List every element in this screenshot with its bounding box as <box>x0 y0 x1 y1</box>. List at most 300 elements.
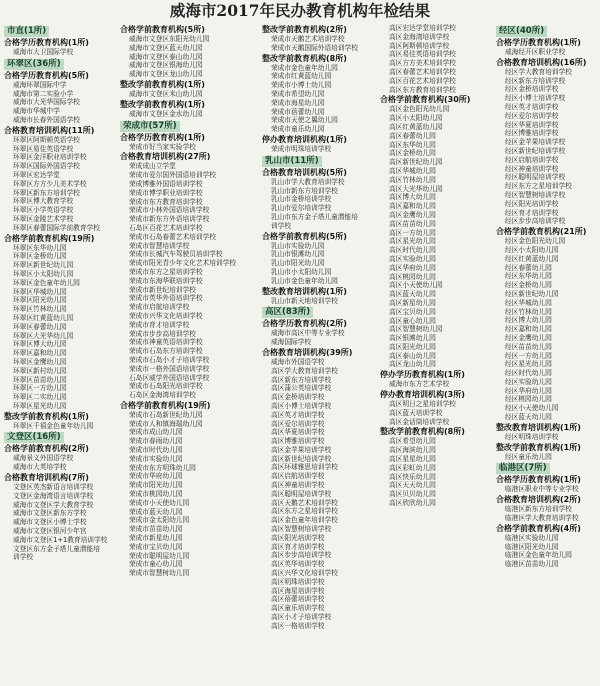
institution-item: 环翠区新世纪幼儿园 <box>13 261 74 270</box>
region-header: 乳山市(11所) <box>262 156 322 167</box>
institution-item: 经区时代幼儿园 <box>505 369 552 378</box>
institution-item: 高区东方教育培训学校 <box>389 85 456 94</box>
institution-item: 乳山市爱尔培训学校 <box>271 204 332 213</box>
institution-item: 高区华夏培训学校 <box>271 428 325 437</box>
institution-item: 高区金色阳光幼儿园 <box>389 105 450 114</box>
institution-item: 荣成市金色童年幼儿园 <box>271 63 338 72</box>
institution-item: 荣成市英华外语培训学校 <box>129 294 203 303</box>
institution-item: 荣成市时代幼儿园 <box>129 446 183 455</box>
institution-item: 威海市大卫国际学校 <box>13 48 74 56</box>
institution-item: 经区春蕾幼儿园 <box>505 263 552 272</box>
institution-item: 荣成市阳光青少年文化艺术培训学校 <box>129 259 236 268</box>
category-heading: 合格学前教育机构(19所) <box>4 233 95 243</box>
category-heading: 整改学前教育机构(1所) <box>120 79 205 89</box>
region-header: 经区(40所) <box>496 26 547 37</box>
region-header: 高区(83所) <box>262 307 313 318</box>
institution-item: 环翠区二实幼儿园 <box>13 393 67 402</box>
institution-item: 高区爱尔培训学校 <box>271 419 325 428</box>
institution-item: 环翠区小太阳幼儿园 <box>13 269 74 278</box>
institution-item: 高区宝贝幼儿园 <box>389 307 436 316</box>
category-heading: 合格学历教育机构(1所) <box>496 475 581 485</box>
institution-item: 乳山市实验幼儿园 <box>271 241 325 250</box>
category-heading: 合格教育培训机构(5所) <box>262 167 347 177</box>
institution-item: 荣成市童心幼儿园 <box>129 560 183 569</box>
institution-item: 高区阳光幼儿园 <box>389 342 436 351</box>
institution-item: 临港区金色童年幼儿园 <box>505 551 572 560</box>
institution-item: 高区小才子培训学校 <box>271 613 332 622</box>
institution-item: 高区春蕾幼儿园 <box>389 131 436 140</box>
category-heading: 合格学前教育机构(30所) <box>380 95 471 105</box>
institution-item: 临港区职业中等专业学校 <box>505 485 579 494</box>
region-header: 环翠区(36所) <box>4 59 64 70</box>
institution-item: 荣成市天鹅国际外语培训学校 <box>271 43 358 52</box>
institution-item: 荣成成山立学堂 <box>129 162 176 171</box>
category-heading: 停办教育培训机构(3所) <box>380 390 465 400</box>
institution-item: 荣成市新星幼儿园 <box>129 534 183 543</box>
institution-item: 荣成市宝贝幼儿园 <box>129 542 183 551</box>
institution-item: 高区童心幼儿园 <box>389 316 436 325</box>
institution-item: 威海市文登区1+1教育培训学校 <box>13 535 108 544</box>
institution-item: 乳山市学大教育培训学校 <box>271 177 345 186</box>
institution-item: 训学校 <box>271 221 292 230</box>
institution-item: 威海市文登区银海幼儿园 <box>129 61 203 70</box>
institution-item: 高区博雅培训学校 <box>271 437 325 446</box>
institution-item: 石岛区金海湾培训学校 <box>129 391 196 400</box>
institution-item: 高区一格培训学校 <box>271 621 325 630</box>
institution-item: 经区阳光培训学校 <box>505 199 559 208</box>
institution-item: 高区智慧树培训学校 <box>271 525 332 534</box>
institution-item: 临港区新东方培训学校 <box>505 505 572 514</box>
institution-item: 经区苗苗幼儿园 <box>505 342 552 351</box>
institution-item: 荣成市智慧树幼儿园 <box>129 569 190 578</box>
institution-item: 经区东方之星培训学校 <box>505 182 572 191</box>
institution-item: 环翠区苗苗幼儿园 <box>13 375 67 384</box>
institution-item: 经区华夏培训学校 <box>505 120 559 129</box>
category-heading: 合格教育培训机构(2所) <box>496 495 581 505</box>
institution-item: 环翠区春蕾国际学前教育学校 <box>13 223 100 232</box>
institution-item: 高区智慧树幼儿园 <box>389 325 443 334</box>
institution-item: 临港区学大教育培训学校 <box>505 514 579 523</box>
institution-item: 威海市东方艺术学校 <box>389 380 450 389</box>
institution-item: 环翠区新东方培训学校 <box>13 188 80 197</box>
institution-item: 荣成市桃园幼儿园 <box>129 490 183 499</box>
institution-item: 高区英华培训学校 <box>271 560 325 569</box>
institution-item: 高区金桥幼儿园 <box>389 149 436 158</box>
institution-item: 荣成市步步高培训学校 <box>129 329 196 338</box>
institution-item: 荣成市海星幼儿园 <box>271 98 325 107</box>
institution-item: 荣成博雅外国语培训学校 <box>129 179 203 188</box>
institution-item: 高区天天幼儿园 <box>389 481 436 490</box>
institution-item: 环翠区宏达学堂 <box>13 170 60 179</box>
institution-item: 经区华府幼儿园 <box>505 386 552 395</box>
institution-item: 经区实验幼儿园 <box>505 377 552 386</box>
institution-item: 威海市文登区小博士学校 <box>13 518 87 527</box>
institution-item: 经区新世纪培训学校 <box>505 146 566 155</box>
institution-item: 高区星光幼儿园 <box>389 237 436 246</box>
institution-item: 荣成市小天使幼儿园 <box>129 498 190 507</box>
region-header: 临港区(7所) <box>496 463 550 474</box>
institution-item: 高区易佳英语培训学校 <box>389 50 456 59</box>
institution-item: 环翠区金桥幼儿园 <box>13 252 67 261</box>
institution-item: 环翠区大光华幼儿园 <box>13 331 74 340</box>
institution-item: 荣成市东海华联培训学校 <box>129 276 203 285</box>
category-heading: 整改学前教育机构(1所) <box>4 411 89 421</box>
category-heading: 整改教育培训机构(1所) <box>262 286 347 296</box>
institution-item: 环翠区金鹰幼儿园 <box>13 357 67 366</box>
category-heading: 整改学前教育机构(1所) <box>496 442 581 452</box>
institution-item: 高区英才培训学校 <box>271 410 325 419</box>
institution-item: 高区新星幼儿园 <box>389 298 436 307</box>
institution-item: 经区育才培训学校 <box>505 208 559 217</box>
institution-item: 威海市高区中等专业学校 <box>271 329 345 338</box>
institution-item: 高区天鹅艺术培训学校 <box>271 498 338 507</box>
institution-item: 高区蓓蕾培训学校 <box>271 595 325 604</box>
institution-item: 威海国际学校 <box>271 338 312 347</box>
institution-item: 荣成市春雨幼儿园 <box>129 437 183 446</box>
institution-item: 环翠区春蕾幼儿园 <box>13 322 67 331</box>
institution-item: 高区蓝天幼儿园 <box>389 290 436 299</box>
institution-item: 荣成市新世纪培训学校 <box>129 285 196 294</box>
institution-item: 荣成市启航培训学校 <box>129 303 190 312</box>
institution-item: 经区嘉和幼儿园 <box>505 325 552 334</box>
institution-item: 临港区阳光幼儿园 <box>505 542 559 551</box>
institution-item: 经区一方幼儿园 <box>505 351 552 360</box>
institution-item: 荣成市天使之翼幼儿园 <box>271 116 338 125</box>
institution-item: 荣成市金太阳幼儿园 <box>129 516 190 525</box>
institution-item: 荣成市明珠培训学校 <box>271 144 332 153</box>
institution-item: 荣成市石岛阳光培训学校 <box>129 382 203 391</box>
institution-item: 高区新东方培训学校 <box>271 375 332 384</box>
institution-item: 高区一方幼儿园 <box>389 228 436 237</box>
institution-item: 荣成市兴华文化培训学校 <box>129 311 203 320</box>
institution-item: 高区新世纪培训学校 <box>271 454 332 463</box>
institution-item: 环翠区一方幼儿园 <box>13 384 67 393</box>
institution-item: 荣成市天鹅艺术培训学校 <box>271 35 345 43</box>
institution-item: 经区启航培训学校 <box>505 155 559 164</box>
institution-item: 经区竹林幼儿园 <box>505 307 552 316</box>
institution-item: 环翠区新村幼儿园 <box>13 366 67 375</box>
institution-item: 威海市文登区蓝天幼儿园 <box>129 43 203 52</box>
institution-item: 高区聪明屋培训学校 <box>271 489 332 498</box>
institution-item: 高区金鹰幼儿园 <box>389 210 436 219</box>
institution-item: 环翠区红黄蓝幼儿园 <box>13 313 74 322</box>
institution-item: 威海市文登区银河少年宫 <box>13 527 87 536</box>
institution-item: 经区小天使幼儿园 <box>505 404 559 413</box>
institution-item: 经区金桥培训学校 <box>505 85 559 94</box>
institution-item: 荣成市东方之星培训学校 <box>129 267 203 276</box>
institution-item: 高区贝贝幼儿园 <box>389 490 436 499</box>
category-heading: 合格学历教育机构(1所) <box>4 38 89 47</box>
institution-item: 荣成市石岛小才子培训学校 <box>129 355 210 364</box>
institution-item: 威海市文登区龙山幼儿园 <box>129 70 203 79</box>
institution-item: 经区神童培训学校 <box>505 164 559 173</box>
institution-item: 环翠区东华幼儿园 <box>13 243 67 252</box>
column-2 <box>120 24 258 684</box>
institution-item: 高区金海湾培训学校 <box>389 32 450 41</box>
institution-item: 高区小天使幼儿园 <box>389 281 443 290</box>
category-heading: 合格学历教育机构(2所) <box>262 319 347 329</box>
institution-item: 环翠区阳光幼儿园 <box>13 296 67 305</box>
institution-item: 高区方方美术培训学校 <box>389 59 456 68</box>
institution-item: 荣成市东方明珠幼儿园 <box>129 463 196 472</box>
institution-item: 高区阳光培训学校 <box>271 533 325 542</box>
institution-item: 高区育才培训学校 <box>271 542 325 551</box>
institution-item: 经区博雅培训学校 <box>505 129 559 138</box>
category-heading: 合格学历教育机构(1所) <box>120 132 205 142</box>
institution-item: 高区红黄蓝幼儿园 <box>389 122 443 131</box>
category-heading: 停办教育培训机构(1所) <box>262 134 347 144</box>
region-header: 文登区(16所) <box>4 432 64 443</box>
institution-item: 经区华城幼儿园 <box>505 298 552 307</box>
institution-item: 高区东方之星培训学校 <box>271 507 338 516</box>
institution-item: 环翠区阿斯顿英语学校 <box>13 135 80 144</box>
institution-item: 文登区英杰新语言培训学校 <box>13 483 94 492</box>
institution-item: 高区百花艺术培训学校 <box>389 76 456 85</box>
institution-item: 威海景义外国语学校 <box>13 454 74 463</box>
institution-item: 经区星光幼儿园 <box>505 360 552 369</box>
region-header: 荣成市(57所) <box>120 121 180 132</box>
institution-item: 环翠区国际外国语学校 <box>13 162 80 171</box>
institution-item: 荣成市石岛春蕾艺术培训学校 <box>129 232 216 241</box>
institution-item: 荣成市成山幼儿园 <box>129 428 183 437</box>
institution-item: 威海市文登区泰山幼儿园 <box>129 52 203 61</box>
institution-item: 荣成市小林外国语培训学校 <box>129 206 210 215</box>
institution-item: 经区爱尔培训学校 <box>505 111 559 120</box>
category-heading: 合格教育培训机构(39所) <box>262 347 353 357</box>
institution-item: 高区嘉和幼儿园 <box>389 202 436 211</box>
institution-item: 高区明日之星培训学校 <box>389 400 456 409</box>
institution-item: 高区竹林幼儿园 <box>389 175 436 184</box>
institution-item: 高区阿斯顿培训学校 <box>389 41 450 50</box>
institution-item: 环翠区星光幼儿园 <box>13 401 67 410</box>
institution-item: 高区明珠培训学校 <box>271 577 325 586</box>
institution-item: 环翠区易佳英语学校 <box>13 144 74 153</box>
institution-item: 经区金色阳光幼儿园 <box>505 237 566 246</box>
institution-item: 经区童乐幼儿园 <box>505 452 552 461</box>
category-heading: 合格学历教育机构(1所) <box>496 38 581 47</box>
institution-item: 环翠区嘉和幼儿园 <box>13 349 67 358</box>
category-heading: 停办学历教育机构(1所) <box>380 370 465 380</box>
institution-item: 威海市第二实验小学 <box>13 89 74 98</box>
institution-item: 高区希望幼儿园 <box>389 437 436 446</box>
category-heading: 合格教育培训机构(16所) <box>496 57 587 67</box>
column-5 <box>496 24 598 684</box>
institution-item: 威海市大英培学校 <box>13 463 67 472</box>
institution-item: 荣成市博学职业培训学校 <box>129 188 203 197</box>
institution-item: 环翠区竹林幼儿园 <box>13 305 67 314</box>
institution-item: 荣成市爱尔国外国语培训学校 <box>129 171 216 180</box>
institution-item: 高区实验幼儿园 <box>389 254 436 263</box>
institution-item: 荣成市聪明屋幼儿园 <box>129 551 190 560</box>
institution-item: 荣成市蓓蕾幼儿园 <box>271 107 325 116</box>
institution-item: 经区新世纪幼儿园 <box>505 289 559 298</box>
institution-item: 高区时代幼儿园 <box>389 246 436 255</box>
institution-item: 环翠区千禧金色童年幼儿园 <box>13 421 94 430</box>
institution-item: 经区学大教育培训学校 <box>505 67 572 76</box>
institution-item: 石岛区威学外国语培训学校 <box>129 373 210 382</box>
institution-item: 经区桃园幼儿园 <box>505 395 552 404</box>
category-heading: 整改学前教育机构(2所) <box>262 25 347 34</box>
institution-item: 经区金桥幼儿园 <box>505 281 552 290</box>
institution-item: 高区华城幼儿园 <box>389 166 436 175</box>
institution-item: 经区蓝天幼儿园 <box>505 413 552 422</box>
institution-item: 荣成市石岛新世纪幼儿园 <box>129 410 203 419</box>
institution-item: 环翠区金色童年幼儿园 <box>13 278 80 287</box>
institution-item: 训学校 <box>13 553 34 562</box>
category-heading: 合格学前教育机构(2所) <box>4 444 89 454</box>
institution-item: 高区龙山幼儿园 <box>389 360 436 369</box>
institution-item: 荣成市红黄蓝幼儿园 <box>271 72 332 81</box>
institution-item: 环翠区金陵艺术学校 <box>13 214 74 223</box>
institution-item: 高区苗苗幼儿园 <box>389 219 436 228</box>
category-heading: 整改学前教育机构(8所) <box>262 53 347 63</box>
institution-item: 高区蒲公英培训学校 <box>271 384 332 393</box>
category-heading: 整改教育培训机构(1所) <box>496 422 581 432</box>
institution-item: 环翠区小学英语学校 <box>13 206 74 215</box>
institution-item: 荣成市人和镇海瑞幼儿园 <box>129 419 203 428</box>
category-heading: 合格学前教育机构(19所) <box>120 400 211 410</box>
institution-item: 高区欣欣幼儿园 <box>389 499 436 508</box>
institution-item: 高区童乐培训学校 <box>271 604 325 613</box>
institution-item: 威海市长春外国语学校 <box>13 115 80 124</box>
institution-item: 高区泰山幼儿园 <box>389 351 436 360</box>
institution-item: 高区博大幼儿园 <box>389 193 436 202</box>
category-heading: 合格学前教育机构(5所) <box>120 25 205 34</box>
institution-item: 荣成市童乐幼儿园 <box>271 125 325 134</box>
institution-item: 高区彩虹幼儿园 <box>389 463 436 472</box>
institution-item: 荣成市实验幼儿园 <box>129 454 183 463</box>
institution-item: 经区英才培训学校 <box>505 102 559 111</box>
institution-item: 经区智慧树培训学校 <box>505 190 566 199</box>
institution-item: 荣成市育才培训学校 <box>129 320 190 329</box>
institution-item: 高区神童培训学校 <box>271 481 325 490</box>
category-heading: 合格学前教育机构(5所) <box>262 231 347 241</box>
category-heading: 合格教育培训机构(27所) <box>120 152 211 162</box>
institution-item: 乳山市新天地培训学校 <box>271 296 338 305</box>
institution-item: 荣成市东方教育培训学校 <box>129 197 203 206</box>
institution-item: 环翠区金洋职业培训学校 <box>13 153 87 162</box>
institution-item: 荣成市新东方外语培训学校 <box>129 215 210 224</box>
institution-item: 荣成市神童英语培训学校 <box>129 338 203 347</box>
institution-item: 威海市文登区金水幼儿园 <box>129 109 203 118</box>
institution-item: 经区聪明屋培训学校 <box>505 173 566 182</box>
institution-item: 高区小太阳幼儿园 <box>389 114 443 123</box>
institution-item: 经区金鹰幼儿园 <box>505 333 552 342</box>
institution-item: 高区金色童年培训学校 <box>271 516 338 525</box>
institution-item: 高区东华幼儿园 <box>389 140 436 149</box>
institution-item: 高区小博士培训学校 <box>271 401 332 410</box>
institution-item: 经区东华幼儿园 <box>505 272 552 281</box>
institution-item: 威海市文登区米山幼儿园 <box>129 89 203 98</box>
institution-item: 高区启航培训学校 <box>271 472 325 481</box>
institution-item: 高区海星培训学校 <box>271 586 325 595</box>
institution-item: 高区宏达学堂培训学校 <box>389 24 456 32</box>
institution-item: 乳山市金色童年幼儿园 <box>271 276 338 285</box>
institution-item: 高区海滨幼儿园 <box>389 446 436 455</box>
institution-item: 高区兴华文化培训学校 <box>271 569 338 578</box>
institution-item: 威海市大光华国际学校 <box>13 98 80 107</box>
institution-item: 乳山市银滩幼儿园 <box>271 250 325 259</box>
institution-item: 荣成市华府幼儿园 <box>129 472 183 481</box>
institution-item: 乳山市新东方培训学校 <box>271 186 338 195</box>
institution-item: 乳山市阳光幼儿园 <box>271 259 325 268</box>
institution-item: 高区金话筒培训学校 <box>389 417 450 426</box>
institution-item: 高区蓝天培训学校 <box>389 408 443 417</box>
category-heading: 合格学前教育机构(4所) <box>496 523 581 533</box>
institution-item: 临港区苗苗幼儿园 <box>505 560 559 569</box>
institution-item: 威海市华城中学 <box>13 107 60 116</box>
category-heading: 合格学前教育机构(21所) <box>496 227 587 237</box>
institution-item: 石岛区百花艺术培训学校 <box>129 223 203 232</box>
institution-item: 荣成市石岛东方培训学校 <box>129 347 203 356</box>
column-4 <box>380 24 492 684</box>
institution-item: 临港区实验幼儿园 <box>505 533 559 542</box>
institution-item: 乳山市东方金子塔儿童潜能培 <box>271 212 358 221</box>
institution-item: 威海市外国语学校 <box>271 357 325 366</box>
column-1 <box>4 24 116 684</box>
institution-item: 经区步步高培训学校 <box>505 217 566 226</box>
institution-item: 环翠区方方少儿美术学校 <box>13 179 87 188</box>
institution-item: 乳山市金桥培训学校 <box>271 195 332 204</box>
institution-item: 经区金苹果培训学校 <box>505 138 566 147</box>
institution-item: 文登区金海湾语言培训学校 <box>13 491 94 500</box>
category-heading: 合格教育培训机构(11所) <box>4 125 95 135</box>
page-title: 威海市2017年民办教育机构年检结果 <box>169 1 431 20</box>
column-3 <box>262 24 376 684</box>
institution-item: 高区快乐幼儿园 <box>389 472 436 481</box>
institution-item: 高区大光华幼儿园 <box>389 184 443 193</box>
institution-item: 文登区东方金子塔儿童潜能培 <box>13 544 100 553</box>
institution-item: 经区新东方培训学校 <box>505 76 566 85</box>
category-heading: 合格教育培训机构(7所) <box>4 473 89 483</box>
institution-item: 荣成市好当家实验学校 <box>129 142 196 151</box>
institution-item: 乳山市小太阳幼儿园 <box>271 267 332 276</box>
region-header: 市直(1所) <box>4 26 49 37</box>
institution-item: 荣成市长城汽车驾驶员培训学校 <box>129 250 223 259</box>
category-heading: 整改学前教育机构(8所) <box>380 427 465 437</box>
institution-item: 高区金桥培训学校 <box>271 393 325 402</box>
institution-item: 高区新世纪幼儿园 <box>389 158 443 167</box>
institution-item: 威海经开区职业学校 <box>505 48 566 56</box>
institution-item: 高区星星幼儿园 <box>389 455 436 464</box>
institution-item: 高区桃园幼儿园 <box>389 272 436 281</box>
institution-item: 荣成市希望幼儿园 <box>271 89 325 98</box>
institution-item: 高区银滩幼儿园 <box>389 334 436 343</box>
institution-item: 荣成市苗苗幼儿园 <box>129 525 183 534</box>
category-heading: 整改学前教育机构(1所) <box>120 99 205 109</box>
institution-item: 高区环球雅思培训学校 <box>271 463 338 472</box>
institution-item: 荣成市小博士幼儿园 <box>271 81 332 90</box>
institution-item: 高区春蕾艺术培训学校 <box>389 67 456 76</box>
institution-item: 荣成市智慧培训学校 <box>129 241 190 250</box>
category-heading: 合格学历教育机构(5所) <box>4 70 89 80</box>
institution-item: 高区步步高培训学校 <box>271 551 332 560</box>
institution-item: 经区博大幼儿园 <box>505 316 552 325</box>
institution-item: 荣成市一格外国语培训学校 <box>129 364 210 373</box>
institution-item: 高区金苹果培训学校 <box>271 445 332 454</box>
institution-item: 威海市文登区学大教育学校 <box>13 500 94 509</box>
institution-item: 环翠区博大教育学校 <box>13 197 74 206</box>
institution-item: 荣成市蓝天幼儿园 <box>129 507 183 516</box>
institution-item: 威海市文登区东阳光幼儿园 <box>129 35 210 43</box>
institution-item: 经区小博士培训学校 <box>505 94 566 103</box>
institution-item: 经区明珠培训学校 <box>505 432 559 441</box>
institution-item: 荣成市阳光幼儿园 <box>129 481 183 490</box>
institution-item: 经区红黄蓝幼儿园 <box>505 254 559 263</box>
institution-item: 威海环翠国际中学 <box>13 80 67 89</box>
institution-item: 高区学大教育培训学校 <box>271 366 338 375</box>
institution-item: 经区小太阳幼儿园 <box>505 245 559 254</box>
